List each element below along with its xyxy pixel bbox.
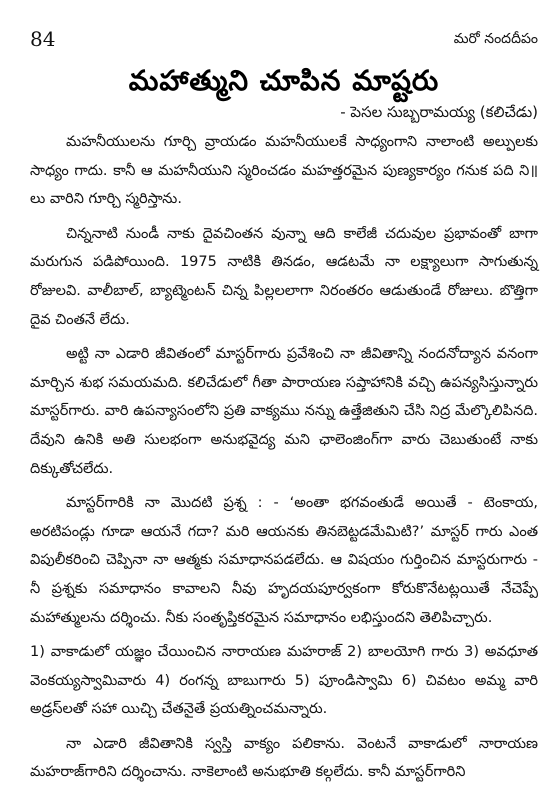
- paragraph: చిన్ననాటి నుండీ నాకు దైవచింతన వున్నా ఆది కాలేజీ చదువుల ప్రభావంతో బాగా మరుగున పడిపోయింది. 1975 నాటికి తినడం, ఆడటమే నా లక్ష్యాలుగా సాగుతున్న రోజులవి. వాలీబాల్, బ్యాట్మెంటన్ చిన్న పిల్లలలాగా నిరంతరం ఆడుతుండే రోజులు. బొత్తిగా దైవ చింతనే లేదు.: [30, 225, 538, 328]
- article-author: - పెసల సుబ్బరామయ్య (కలిచేడు): [340, 103, 538, 121]
- paragraph: అట్టి నా ఎడారి జీవితంలో మాస్టర్‌గారు ప్రవేశించి నా జీవితాన్ని నందనోద్యాన వనంగా మార్చిన శుభ సమయమది. కలిచేడులో గీతా పారాయణ సప్తాహానికి వచ్చి ఉపన్యసిస్తున్నారు మాస్టర్‌గారు. వారి ఉపన్యాసంలోని ప్రతి వాక్యము నన్ను ఉత్తేజితుని చేసి నిద్ర మేల్కొలిపినది. దేవుని ఉనికి అతి సులభంగా అనుభవైద్య మని ఛాలెంజింగ్‌గా వారు చెబుతుంటే నాకు దిక్కుతోచలేదు.: [30, 346, 538, 477]
- paragraph: నా ఎడారి జీవితానికి స్వస్తి వాక్యం పలికాను. వెంటనే వాకాడులో నారాయణ మహరాజ్‌గారిని దర్శించాను. నాకెలాంటి అనుభూతి కల్గలేదు. కానీ మాస్టర్‌గారిని: [30, 735, 538, 781]
- running-book-title: మరో నందదీపం: [453, 31, 538, 47]
- paragraph: మాస్టర్‌గారికి నా మొదటి ప్రశ్న : - ‘అంతా భగవంతుడే అయితే - టెంకాయ, అరటిపండ్లు గూడా ఆయనే గదా? మరి ఆయనకు తినబెట్టడమేమిటి?’ మాస్టర్ గారు ఎంత విపులీకరించి చెప్పినా నా ఆత్మకు సమాధానపడలేదు. ఆ విషయం గుర్తించిన మాస్టరుగారు - నీ ప్రశ్నకు సమాధానం కావాలని నీవు హృదయపూర్వకంగా కోరుకొనేటట్లయితే నేచెప్పే మహాత్ములను దర్శించు. నీకు సంతృప్తికరమైన సమాధానం లభిస్తుందని తెలిపిచ్చారు.: [30, 495, 538, 626]
- paragraph: మహనీయులను గూర్చి వ్రాయడం మహనీయులకే సాధ్యంగాని నాలాంటి అల్పులకు సాధ్యం గాదు. కానీ ఆ మహనీయుని స్మరించడం మహత్తరమైన పుణ్యకార్యం గనుక పది ని॥లు వారిని గూర్చి స్మరిస్తాను.: [30, 134, 538, 208]
- page-header: [30, 0, 538, 58]
- numbered-list-paragraph: 1) వాకాడులో యజ్ఞం చేయించిన నారాయణ మహరాజ్ 2) బాలయోగి గారు 3) అవధూత వెంకయ్యస్వామివారు 4) రంగన్న బాబుగారు 5) పూండిస్వామి 6) చివటం అమ్మ వారి అడ్రస్‌లతో సహా యిచ్చి చేతనైతే ప్రయత్నించమన్నారు.: [30, 644, 538, 718]
- page-number: 84: [30, 27, 56, 51]
- article-title: మహాత్ముని చూపిన మాష్టరు: [128, 64, 440, 97]
- article-body: [30, 128, 538, 787]
